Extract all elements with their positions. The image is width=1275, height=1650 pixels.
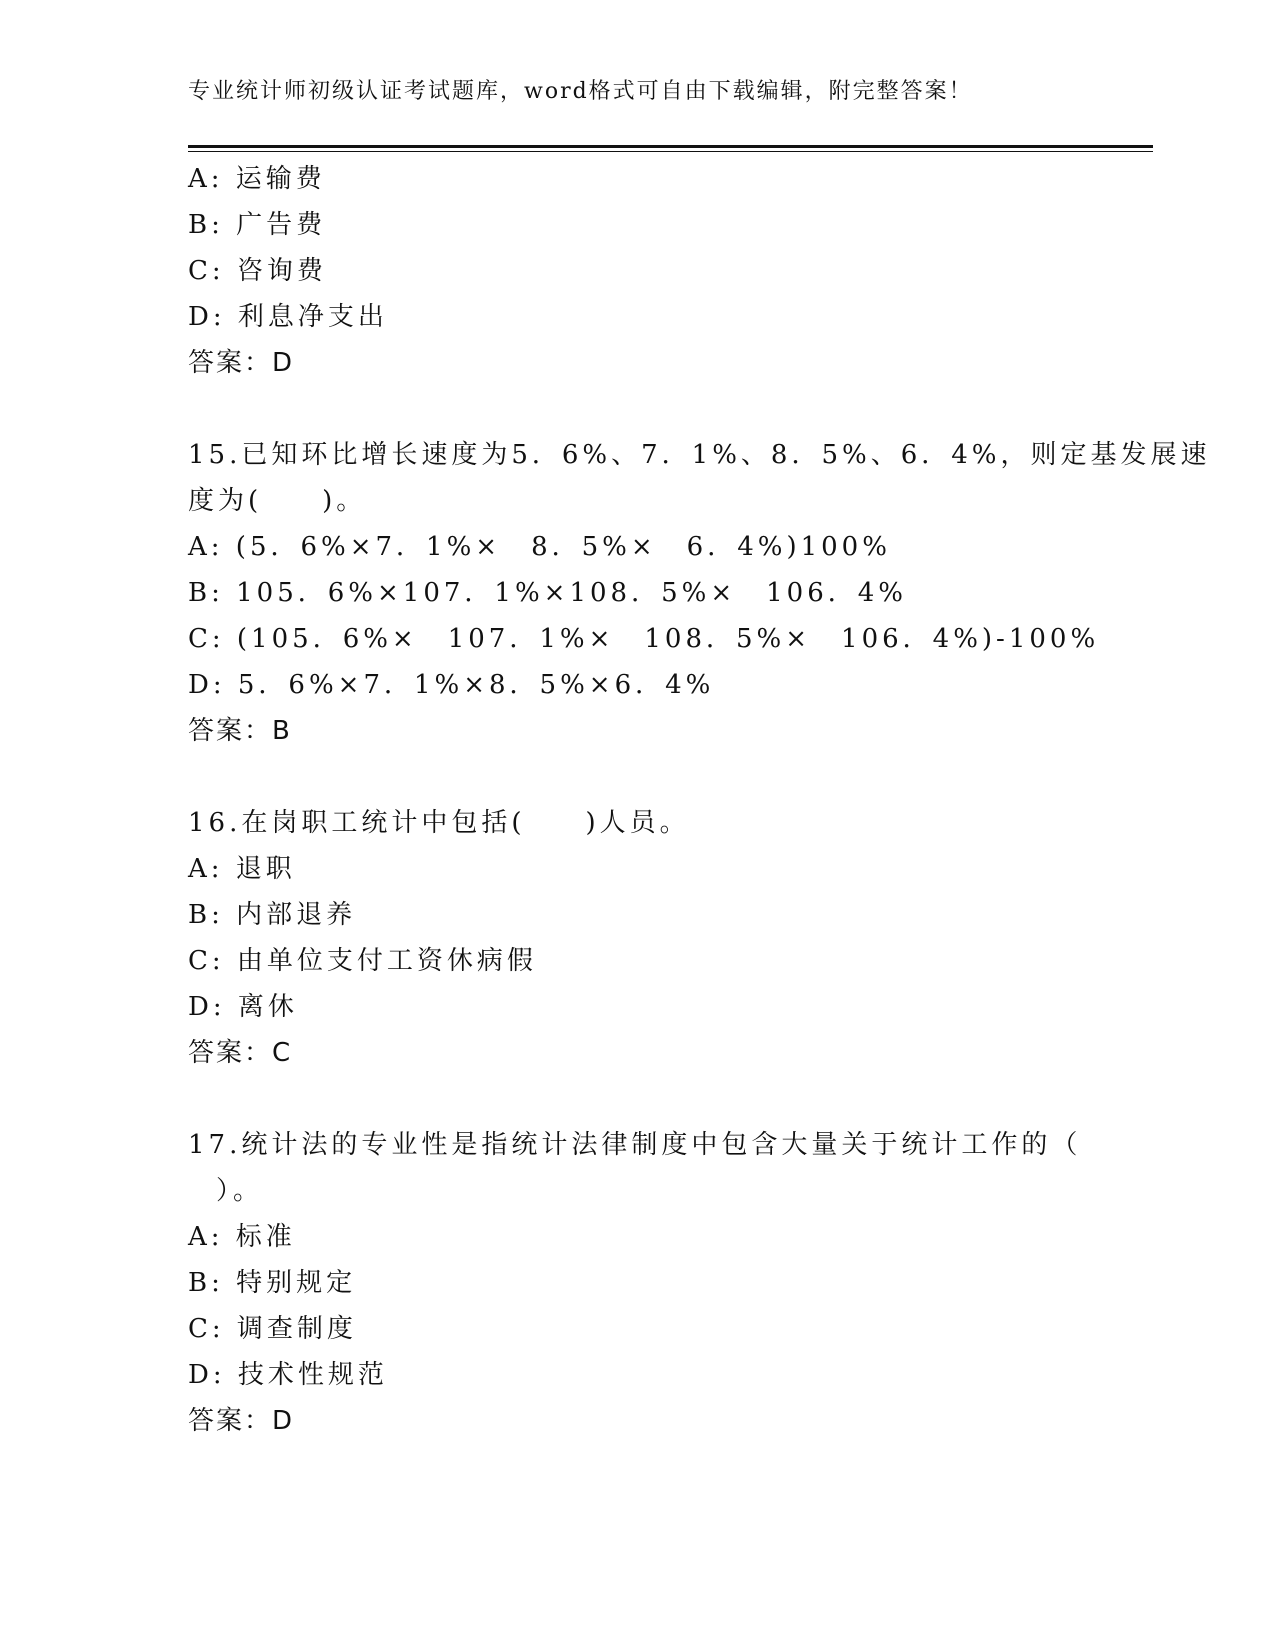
answer: 答案：D	[188, 348, 295, 378]
option-d: D: 5．6%×7．1%×8．5%×6．4%	[188, 670, 715, 700]
answer: 答案：D	[188, 1406, 295, 1436]
header-rule-thin	[188, 151, 1153, 152]
question-15	[188, 432, 1211, 754]
option-c: C: 咨询费	[188, 256, 327, 286]
question-text: 15.已知环比增长速度为5．6%、7．1%、8．5%、6．4%，则定基发展速	[188, 440, 1211, 470]
question-text-continued: 度为( )。	[188, 486, 367, 516]
option-b: B: 105．6%×107．1%×108．5%× 106．4%	[188, 578, 907, 608]
question-16	[188, 800, 1088, 1076]
question-list	[188, 156, 1211, 1444]
option-a: A: 退职	[188, 854, 296, 884]
question-17	[188, 1122, 1088, 1444]
option-a: A: 运输费	[188, 164, 326, 194]
option-c: C: 由单位支付工资休病假	[188, 946, 537, 976]
option-c: C: (105．6%× 107．1%× 108．5%× 106．4%)-100%	[188, 624, 1100, 654]
answer: 答案：C	[188, 1038, 293, 1068]
question-text: 16.在岗职工统计中包括( )人员。	[188, 808, 690, 838]
question-14	[188, 156, 1088, 386]
option-b: B: 广告费	[188, 210, 327, 240]
option-b: B: 内部退养	[188, 900, 357, 930]
answer: 答案：B	[188, 716, 292, 746]
question-text: 17.统计法的专业性是指统计法律制度中包含大量关于统计工作的（	[188, 1130, 1082, 1160]
option-d: D: 离休	[188, 992, 298, 1022]
option-d: D: 利息净支出	[188, 302, 388, 332]
option-b: B: 特别规定	[188, 1268, 357, 1298]
option-d: D: 技术性规范	[188, 1360, 388, 1390]
option-c: C: 调查制度	[188, 1314, 357, 1344]
option-a: A: (5．6%×7．1%× 8．5%× 6．4%)100%	[188, 532, 891, 562]
header-rule-thick	[188, 145, 1153, 148]
page-header: 专业统计师初级认证考试题库，word格式可自由下载编辑，附完整答案！	[188, 79, 973, 104]
question-text-continued: ）。	[216, 1176, 264, 1206]
option-a: A: 标准	[188, 1222, 296, 1252]
